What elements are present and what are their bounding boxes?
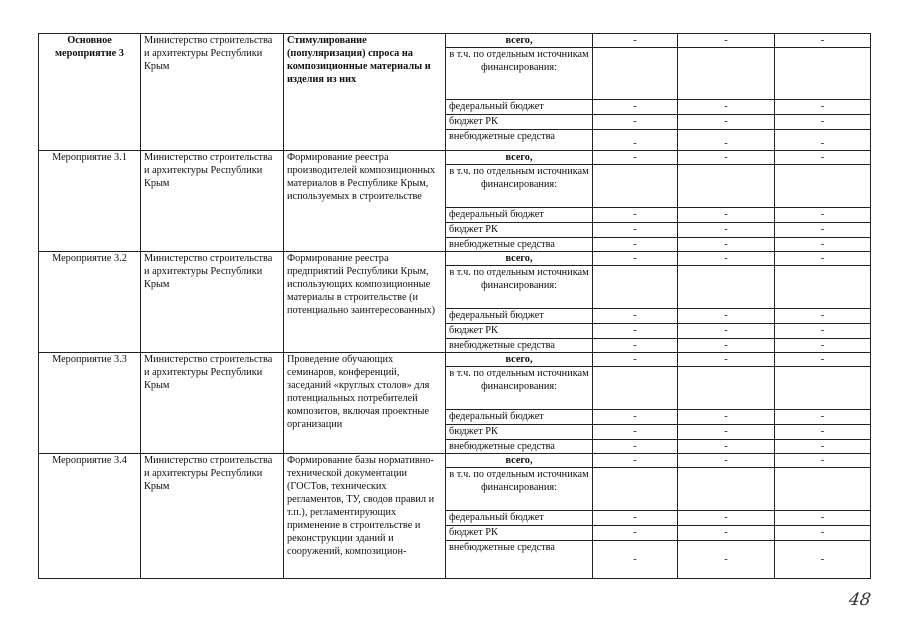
row-incl-sources-label: в т.ч. по отдельным источникам финансирования:	[446, 266, 593, 309]
value-cell: -	[678, 130, 775, 151]
value-cell: -	[775, 339, 871, 353]
row-total-label: всего,	[446, 353, 593, 367]
value-cell-empty	[678, 266, 775, 309]
row-federal-label: федеральный бюджет	[446, 100, 593, 115]
value-cell: -	[678, 34, 775, 48]
value-cell-empty	[678, 48, 775, 100]
value-cell: -	[593, 252, 678, 266]
financing-table	[38, 33, 871, 579]
event-name-cell: Мероприятие 3.3	[39, 353, 141, 454]
table-row	[39, 353, 871, 367]
value-cell: -	[593, 541, 678, 579]
value-cell: -	[678, 541, 775, 579]
value-cell: -	[678, 526, 775, 541]
row-total-label: всего,	[446, 252, 593, 266]
value-cell: -	[593, 353, 678, 367]
row-rk-label: бюджет РК	[446, 425, 593, 440]
value-cell: -	[775, 541, 871, 579]
value-cell: -	[678, 511, 775, 526]
responsible-cell: Министерство строительства и архитектуры Республики Крым	[141, 252, 284, 353]
row-extra-label: внебюджетные средства	[446, 440, 593, 454]
value-cell: -	[678, 208, 775, 223]
event-name-cell: Мероприятие 3.4	[39, 454, 141, 579]
value-cell: -	[678, 100, 775, 115]
value-cell: -	[593, 410, 678, 425]
value-cell-empty	[678, 367, 775, 410]
value-cell: -	[678, 454, 775, 468]
table-row	[39, 34, 871, 48]
value-cell-empty	[593, 367, 678, 410]
row-rk-label: бюджет РК	[446, 223, 593, 238]
row-extra-label: внебюджетные средства	[446, 238, 593, 252]
value-cell: -	[775, 454, 871, 468]
value-cell: -	[593, 151, 678, 165]
value-cell: -	[775, 353, 871, 367]
description-cell: Проведение обучающих семинаров, конференций, заседаний «круглых столов» для потенциальных потребителей композитов, включая проектные организации	[284, 353, 446, 454]
row-incl-sources-label: в т.ч. по отдельным источникам финансирования:	[446, 468, 593, 511]
value-cell: -	[593, 511, 678, 526]
value-cell-empty	[678, 165, 775, 208]
page-number: 48	[847, 590, 873, 610]
value-cell: -	[593, 425, 678, 440]
table-row	[39, 454, 871, 468]
value-cell: -	[593, 115, 678, 130]
value-cell: -	[678, 339, 775, 353]
value-cell-empty	[593, 165, 678, 208]
description-cell: Формирование реестра предприятий Республики Крым, использующих композиционные материалы в строительстве (и потенциально заинтересованных)	[284, 252, 446, 353]
row-rk-label: бюджет РК	[446, 526, 593, 541]
value-cell: -	[775, 100, 871, 115]
value-cell: -	[593, 208, 678, 223]
value-cell-empty	[593, 468, 678, 511]
value-cell: -	[678, 252, 775, 266]
row-federal-label: федеральный бюджет	[446, 208, 593, 223]
value-cell: -	[775, 115, 871, 130]
row-total-label: всего,	[446, 454, 593, 468]
value-cell: -	[678, 324, 775, 339]
value-cell-empty	[678, 468, 775, 511]
row-incl-sources-label: в т.ч. по отдельным источникам финансирования:	[446, 48, 593, 100]
table-row	[39, 151, 871, 165]
value-cell: -	[593, 100, 678, 115]
value-cell-empty	[593, 266, 678, 309]
row-extra-label: внебюджетные средства	[446, 541, 593, 579]
value-cell: -	[775, 34, 871, 48]
value-cell: -	[775, 410, 871, 425]
value-cell: -	[775, 130, 871, 151]
responsible-cell: Министерство строительства и архитектуры Республики Крым	[141, 454, 284, 579]
value-cell-empty	[593, 48, 678, 100]
row-extra-label: внебюджетные средства	[446, 130, 593, 151]
value-cell: -	[678, 115, 775, 130]
value-cell: -	[775, 511, 871, 526]
description-cell: Формирование реестра производителей композиционных материалов в Республике Крым, используемых в строительстве	[284, 151, 446, 252]
value-cell: -	[678, 309, 775, 324]
value-cell: -	[593, 34, 678, 48]
value-cell-empty	[775, 367, 871, 410]
table-row	[39, 252, 871, 266]
value-cell: -	[593, 339, 678, 353]
row-rk-label: бюджет РК	[446, 324, 593, 339]
row-incl-sources-label: в т.ч. по отдельным источникам финансирования:	[446, 367, 593, 410]
row-extra-label: внебюджетные средства	[446, 339, 593, 353]
row-total-label: всего,	[446, 34, 593, 48]
value-cell: -	[593, 223, 678, 238]
value-cell-empty	[775, 266, 871, 309]
value-cell: -	[678, 440, 775, 454]
value-cell: -	[593, 440, 678, 454]
value-cell: -	[678, 425, 775, 440]
event-name-cell: Основное мероприятие 3	[39, 34, 141, 151]
value-cell: -	[593, 526, 678, 541]
value-cell: -	[678, 353, 775, 367]
value-cell-empty	[775, 48, 871, 100]
value-cell: -	[593, 454, 678, 468]
row-total-label: всего,	[446, 151, 593, 165]
value-cell: -	[593, 309, 678, 324]
value-cell: -	[593, 324, 678, 339]
value-cell: -	[775, 208, 871, 223]
responsible-cell: Министерство строительства и архитектуры Республики Крым	[141, 151, 284, 252]
description-cell: Стимулирование (популяризация) спроса на композиционные материалы и изделия из них	[284, 34, 446, 151]
value-cell: -	[678, 238, 775, 252]
value-cell: -	[775, 425, 871, 440]
row-rk-label: бюджет РК	[446, 115, 593, 130]
value-cell: -	[678, 410, 775, 425]
responsible-cell: Министерство строительства и архитектуры Республики Крым	[141, 353, 284, 454]
row-incl-sources-label: в т.ч. по отдельным источникам финансирования:	[446, 165, 593, 208]
value-cell: -	[678, 223, 775, 238]
description-cell: Формирование базы нормативно-технической документации (ГОСТов, технических регламентов, ТУ, сводов правил и т.п.), регламентирующих применение в строительстве и реконструкции зданий и сооружений, композицион-	[284, 454, 446, 579]
value-cell: -	[593, 238, 678, 252]
value-cell: -	[775, 440, 871, 454]
value-cell-empty	[775, 165, 871, 208]
value-cell-empty	[775, 468, 871, 511]
value-cell: -	[775, 151, 871, 165]
event-name-cell: Мероприятие 3.2	[39, 252, 141, 353]
row-federal-label: федеральный бюджет	[446, 309, 593, 324]
value-cell: -	[775, 223, 871, 238]
value-cell: -	[775, 252, 871, 266]
value-cell: -	[775, 526, 871, 541]
value-cell: -	[678, 151, 775, 165]
row-federal-label: федеральный бюджет	[446, 511, 593, 526]
value-cell: -	[775, 309, 871, 324]
responsible-cell: Министерство строительства и архитектуры Республики Крым	[141, 34, 284, 151]
row-federal-label: федеральный бюджет	[446, 410, 593, 425]
value-cell: -	[775, 324, 871, 339]
value-cell: -	[593, 130, 678, 151]
value-cell: -	[775, 238, 871, 252]
event-name-cell: Мероприятие 3.1	[39, 151, 141, 252]
